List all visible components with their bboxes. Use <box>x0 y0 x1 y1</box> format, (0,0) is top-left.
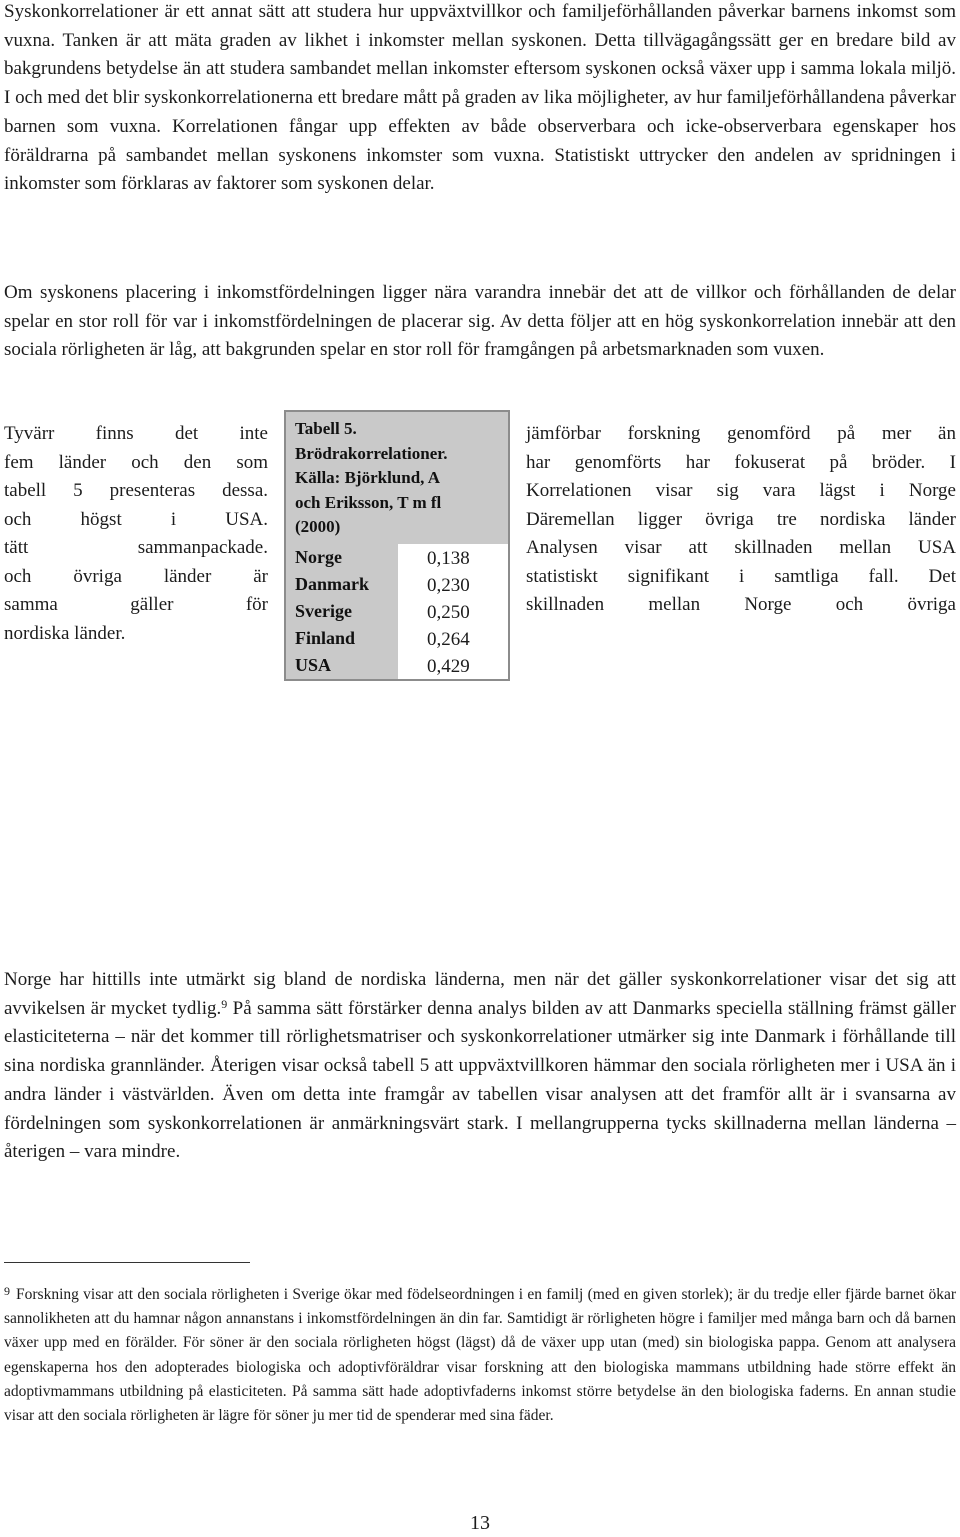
right-column-line: jämförbar forskning genomförd på mer än <box>526 423 956 444</box>
table-caption-line: (2000) <box>295 517 341 536</box>
left-column-line: nordiska länder. <box>4 622 126 644</box>
table-cell-value: 0,429 <box>398 652 508 679</box>
table-row <box>286 571 508 598</box>
right-column-text <box>526 420 956 620</box>
table-caption-line: och Eriksson, T m fl <box>295 492 442 512</box>
right-column-line: Korrelationen visar sig vara lägst i Norge <box>526 480 956 501</box>
paragraph-sibling-correlations-intro: Syskonkorrelationer är ett annat sätt att studera hur uppväxtvillkor och familjeförhållanden påverkar barnens inkomst som vuxna. Tanken är att mäta graden av likhet i inkomster mellan syskonen. Detta tillvägagångssätt ger en bredare bild av bakgrundens betydelse än att studera sambandet mellan inkomster eftersom syskonen också växer upp i samma lokala miljö. I och med det blir syskonkorrelationerna ett bredare mått på graden av lika möjligheter, av hur familjeförhållandena påverkar barnen som vuxna. Korrelationen fångar upp effekten av både observerbara och icke-observerbara egenskaper hos föräldrarna på sambandet mellan syskonens inkomster som vuxna. Statistiskt uttrycker den andelen av spridningen i inkomster som förklaras av faktorer som syskonen delar. <box>4 1 956 195</box>
table-cell-country: Sverige <box>286 598 398 625</box>
page-number: 13 <box>470 1512 490 1534</box>
table-cell-value: 0,230 <box>398 571 508 598</box>
footnote-number: 9 <box>4 1284 10 1298</box>
paragraph-norway-comparison <box>4 966 956 1167</box>
left-column-line: tabell 5 presenteras dessa. <box>4 480 268 501</box>
table-row <box>286 544 508 571</box>
table-cell-country: Danmark <box>286 571 398 598</box>
left-column-line: tätt sammanpackade. <box>4 537 268 558</box>
paragraph-text: På samma sätt förstärker denna analys bilden av att Danmarks speciella ställning främst gäller elasticiteterna – när det kommer till rörlighetsmatriser och syskonkorrelationer utmärker sig inte Danmark i förhållande till sina nordiska grannländer. Återigen visar också tabell 5 att uppväxtvillkoren hämmar den sociala rörligheten mer i USA än i andra länder i västvärlden. Även om detta inte framgår av tabellen visar analysen att det framför allt är i svansarna av fördelningen som syskonkorrelationen är anmärkningsvärt stark. I mellangrupperna tycks skillnaderna mellan länderna – återigen – vara mindre. <box>4 997 956 1163</box>
table-cell-value: 0,264 <box>398 625 508 652</box>
right-column-line: skillnaden mellan Norge och övriga <box>526 594 956 615</box>
table-caption-line: Tabell 5. <box>295 419 357 438</box>
footnote-separator <box>4 1262 250 1263</box>
table-cell-value: 0,138 <box>398 544 508 571</box>
footnote-text: Forskning visar att den sociala rörligheten i Sverige ökar med födelseordningen i en familj (med en given storlek); är du tredje eller fjärde barnet ökar sannolikheten att du hamnar någon annanstans i inkomstfördelningen än din far. Samtidigt är rörligheten högre i familjer med många barn och då barnen växer upp med en förälder. För söner är den sociala rörligheten högst (lägst) då de växer upp utan (med) sin biologiska pappa. Genom att analysera egenskaperna hos den adopterades biologiska och adoptivföräldrar visar forskning att den biologiska mammans utbildning hade större effekt än adoptivmammans utbildning på elasticiteten. På samma sätt hade adoptivfaderns inkomst större betydelse än den biologiska faderns. En annan studie visar att den sociala rörligheten är lägre för söner ju mer tid de spenderar med sina fäder. <box>4 1286 956 1425</box>
table-row <box>286 625 508 652</box>
right-column-line: Däremellan ligger övriga tre nordiska länder <box>526 508 956 530</box>
left-column-line: Tyvärr finns det inte <box>4 423 268 444</box>
table-cell-country: Finland <box>286 625 398 652</box>
paragraph-income-distribution: Om syskonens placering i inkomstfördelningen ligger nära varandra innebär det att de villkor och förhållanden de delar spelar en stor roll för var i inkomstfördelningen de placerar sig. Av detta följer att en hög syskonkorrelation innebär att den sociala rörligheten är låg, att bakgrunden spelar en stor roll för framgången på arbetsmarknaden som vuxen. <box>4 282 956 361</box>
table-cell-value: 0,250 <box>398 598 508 625</box>
footnote-reference[interactable]: 9 <box>221 996 228 1011</box>
left-column-line: fem länder och den som <box>4 451 268 473</box>
table-caption <box>286 412 508 544</box>
table-caption-line: Källa: Björklund, A <box>295 468 441 487</box>
right-column-line: har genomförts har fokuserat på bröder. I <box>526 451 956 473</box>
table-row <box>286 598 508 625</box>
paragraph-text: Norge har hittills inte utmärkt sig bland de nordiska länderna, men när det gäller syskonkorrelationer visar det sig att avvikelsen är mycket tydlig. <box>4 969 956 1019</box>
table-cell-country: Norge <box>286 544 398 571</box>
left-column-line: och övriga länder är <box>4 565 268 587</box>
table-caption-line: Brödrakorrelationer. <box>295 443 448 463</box>
left-column-line: och högst i USA. <box>4 508 268 530</box>
brother-correlation-table <box>284 410 510 681</box>
footnote <box>4 1279 956 1428</box>
left-column-line: samma gäller för <box>4 594 268 615</box>
right-column-line: statistiskt signifikant i samtliga fall. Det <box>526 565 956 587</box>
table-row <box>286 652 508 679</box>
table-cell-country: USA <box>286 652 398 679</box>
right-column-line: Analysen visar att skillnaden mellan USA <box>526 537 956 558</box>
left-column-text <box>4 420 268 648</box>
